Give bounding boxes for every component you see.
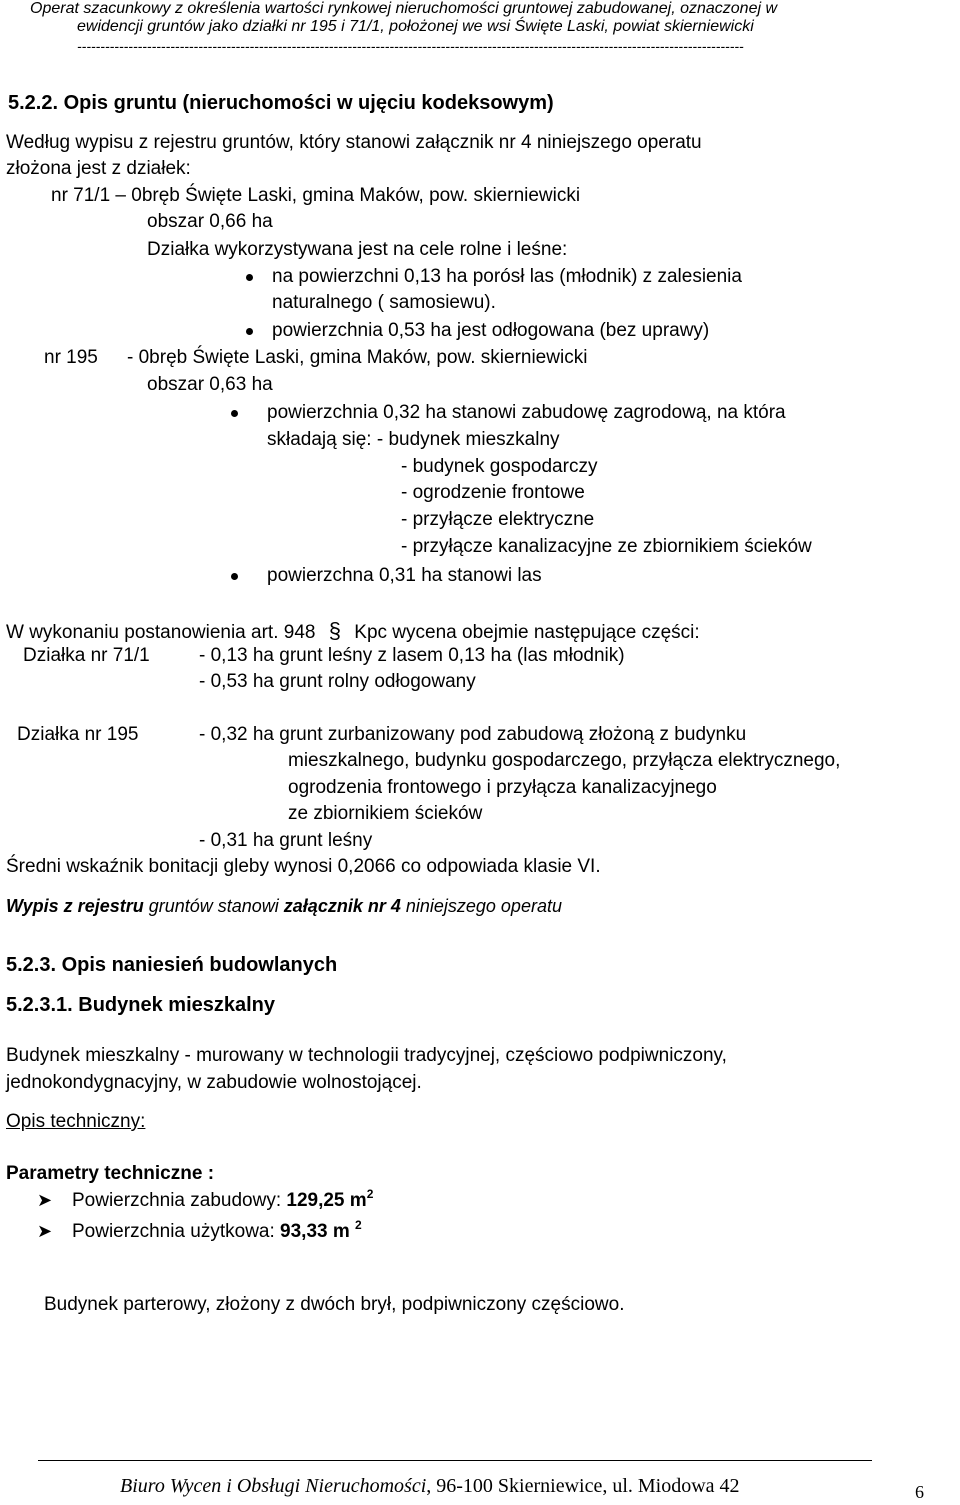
technical-params-title: Parametry techniczne : xyxy=(6,1163,215,1184)
parcel-195-nr: nr 195 xyxy=(44,347,98,368)
parcel-195-valuation-cont-2: ogrodzenia frontowego i przyłącza kanalizacyjnego xyxy=(288,777,717,798)
bullet-icon xyxy=(231,573,238,580)
intro-line-1: Według wypisu z rejestru gruntów, który stanowi załącznik nr 4 niniejszego operatu xyxy=(6,132,702,153)
arrow-bullet-icon: ➤ xyxy=(37,1221,53,1241)
arrow-bullet-icon: ➤ xyxy=(37,1190,53,1210)
register-note xyxy=(6,896,562,917)
param-built-area-value: 129,25 m xyxy=(286,1190,367,1211)
page-number: 6 xyxy=(915,1482,924,1502)
parcel-195-item-2: - ogrodzenie frontowe xyxy=(401,482,585,503)
register-note-bold-2: załącznik nr 4 xyxy=(283,896,401,916)
valuation-intro xyxy=(6,618,700,644)
parcel-195-bullet-1a: powierzchnia 0,32 ha stanowi zabudowę zagrodową, na która xyxy=(267,402,786,423)
param-usable-area-value: 93,33 m xyxy=(280,1221,356,1242)
param-built-area xyxy=(72,1187,374,1212)
parcel-71-label: Działka nr 71/1 xyxy=(23,645,150,666)
bullet-icon xyxy=(231,410,238,417)
parcel-71-valuation-row-2: - 0,53 ha grunt rolny odłogowany xyxy=(199,671,476,692)
intro-line-2: złożona jest z działek: xyxy=(6,158,191,179)
building-desc-2: jednokondygnacyjny, w zabudowie wolnostojącej. xyxy=(6,1072,422,1093)
parcel-195-item-1: - budynek gospodarczy xyxy=(401,456,598,477)
section-heading-5231: 5.2.3.1. Budynek mieszkalny xyxy=(6,994,276,1016)
parcel-71-line: nr 71/1 ‒ 0bręb Święte Laski, gmina Maków, pow. skierniewicki xyxy=(51,185,581,206)
footer-rule xyxy=(38,1460,872,1461)
valuation-intro-a: W wykonaniu postanowienia art. 948 xyxy=(6,622,316,643)
footer-company: Biuro Wycen i Obsługi Nieruchomości xyxy=(120,1475,427,1497)
parcel-71-area: obszar 0,66 ha xyxy=(147,211,273,232)
technical-description-title: Opis techniczny: xyxy=(6,1111,146,1132)
parcel-195-valuation-row-1: - 0,32 ha grunt zurbanizowany pod zabudową złożoną z budynku xyxy=(199,724,747,745)
parcel-195-bullet-1b: składają się: - budynek mieszkalny xyxy=(267,429,560,450)
parcel-71-bullet-2: powierzchnia 0,53 ha jest odłogowana (bez uprawy) xyxy=(272,320,710,341)
parcel-195-valuation-row-2: - 0,31 ha grunt leśny xyxy=(199,830,373,851)
param-usable-area-exp: 2 xyxy=(355,1218,362,1232)
parcel-195-valuation-cont-3: ze zbiornikiem ścieków xyxy=(288,803,483,824)
parcel-71-bullet-1b: naturalnego ( samosiewu). xyxy=(272,292,496,313)
parcel-71-bullet-1a: na powierzchni 0,13 ha porósł las (młodnik) z zalesienia xyxy=(272,266,742,287)
valuation-intro-b: Kpc wycena obejmie następujące części: xyxy=(354,622,700,643)
parcel-195-line: - 0bręb Święte Laski, gmina Maków, pow. skierniewicki xyxy=(127,347,588,368)
building-closing: Budynek parterowy, złożony z dwóch brył, podpiwniczony częściowo. xyxy=(44,1294,625,1315)
param-usable-area-label: Powierzchnia użytkowa: xyxy=(72,1221,281,1242)
parcel-71-use: Działka wykorzystywana jest na cele rolne i leśne: xyxy=(147,239,568,260)
parcel-195-item-3: - przyłącze elektryczne xyxy=(401,509,595,530)
building-desc-1: Budynek mieszkalny - murowany w technologii tradycyjnej, częściowo podpiwniczony, xyxy=(6,1045,727,1066)
parcel-195-area: obszar 0,63 ha xyxy=(147,374,273,395)
footer-address-text: , 96-100 Skierniewice, ul. Miodowa 42 xyxy=(426,1475,740,1497)
footer-address xyxy=(120,1475,740,1498)
section-heading-523: 5.2.3. Opis naniesień budowlanych xyxy=(6,954,338,976)
section-heading-522: 5.2.2. Opis gruntu (nieruchomości w ujęciu kodeksowym) xyxy=(8,92,554,114)
parcel-195-bullet-2: powierzchna 0,31 ha stanowi las xyxy=(267,565,542,586)
bullet-icon xyxy=(246,328,253,335)
parcel-195-label: Działka nr 195 xyxy=(17,724,139,745)
param-built-area-label: Powierzchnia zabudowy: xyxy=(72,1190,287,1211)
param-built-area-exp: 2 xyxy=(366,1187,374,1201)
register-note-text-2: niniejszego operatu xyxy=(400,896,562,916)
parcel-71-valuation-row-1: - 0,13 ha grunt leśny z lasem 0,13 ha (las młodnik) xyxy=(199,645,625,666)
section-sign: § xyxy=(328,618,341,643)
register-note-text-1: gruntów stanowi xyxy=(143,896,284,916)
param-usable-area xyxy=(72,1218,362,1243)
bonitation-text: Średni wskaźnik bonitacji gleby wynosi 0,2066 co odpowiada klasie VI. xyxy=(6,856,601,877)
parcel-195-valuation-cont-1: mieszkalnego, budynku gospodarczego, przyłącza elektrycznego, xyxy=(288,750,841,771)
header-line-1: Operat szacunkowy z określenia wartości rynkowej nieruchomości gruntowej zabudowanej, oznaczonej w xyxy=(30,0,778,17)
parcel-195-item-4: - przyłącze kanalizacyjne ze zbiornikiem ścieków xyxy=(401,536,812,557)
header-line-2: ewidencji gruntów jako działki nr 195 i 71/1, położonej we wsi Święte Laski, powiat skierniewicki xyxy=(77,18,754,35)
bullet-icon xyxy=(246,274,253,281)
header-divider: ----------------------------------------------------------------------------------------------------------------------------------------------- xyxy=(77,38,744,54)
register-note-bold-1: Wypis z rejestru xyxy=(6,896,144,916)
